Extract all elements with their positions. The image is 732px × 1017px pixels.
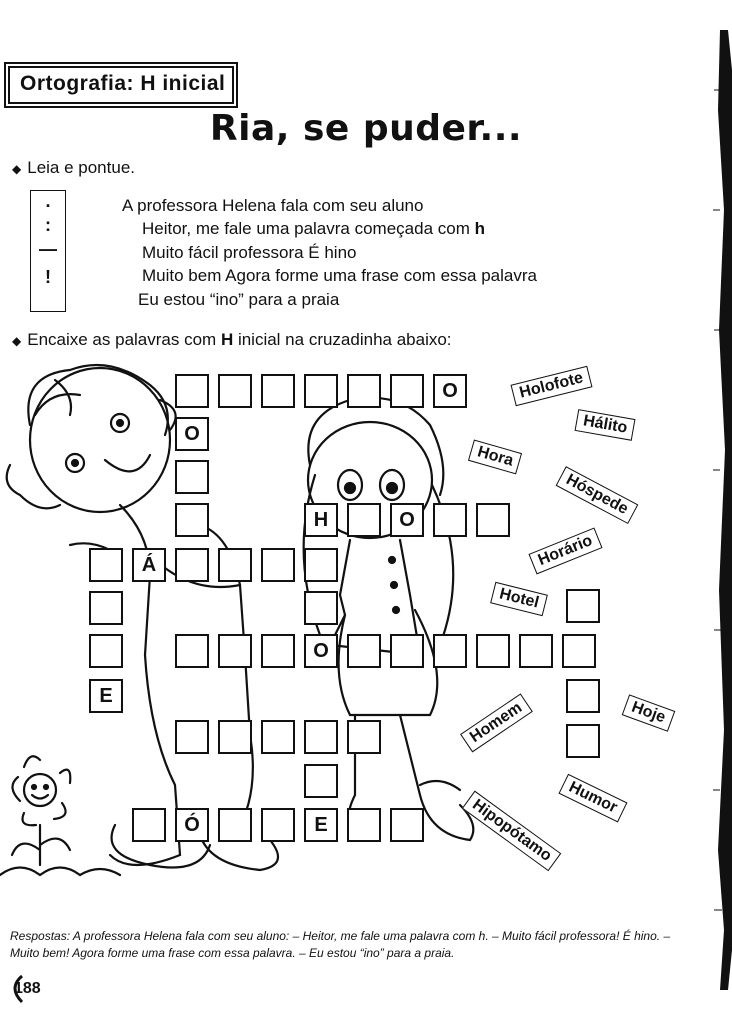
punct-dash: — <box>39 239 57 259</box>
word-humor: Humor <box>558 774 627 823</box>
story-line-2-text: Heitor, me fale uma palavra começada com <box>142 219 475 238</box>
crossword-cell[interactable] <box>566 724 600 758</box>
punct-exclamation: ! <box>45 267 51 287</box>
crossword-cell-prefilled[interactable]: Á <box>132 548 166 582</box>
crossword-cell[interactable] <box>218 634 252 668</box>
crossword-cell-prefilled[interactable]: H <box>304 503 338 537</box>
scan-edge-decoration <box>710 30 732 990</box>
crossword-cell[interactable] <box>433 634 467 668</box>
word-hora: Hora <box>468 439 523 474</box>
punct-period: . <box>45 191 51 211</box>
crossword-cell[interactable] <box>566 589 600 623</box>
crossword-cell-prefilled[interactable]: Ó <box>175 808 209 842</box>
word-hoje: Hoje <box>622 694 675 731</box>
instruction-read <box>12 158 135 178</box>
bullet-icon: ◆ <box>12 161 22 176</box>
instruction-crossword-post: inicial na cruzadinha abaixo: <box>233 330 452 349</box>
crossword-cell[interactable] <box>562 634 596 668</box>
crossword-cell[interactable] <box>175 634 209 668</box>
crossword-cell-prefilled[interactable]: O <box>304 634 338 668</box>
instruction-crossword-pre: Encaixe as palavras com <box>27 330 221 349</box>
crossword-cell[interactable] <box>175 374 209 408</box>
topic-box <box>8 66 234 104</box>
crossword-cell[interactable] <box>261 548 295 582</box>
flower-icon <box>24 774 56 806</box>
crossword-cell[interactable] <box>261 374 295 408</box>
crossword-cell[interactable] <box>347 503 381 537</box>
instruction-crossword-bold: H <box>220 330 234 349</box>
word-homem: Homem <box>460 694 533 753</box>
word-hotel: Hotel <box>490 582 548 616</box>
word-hipopotamo: Hipopótamo <box>462 791 562 872</box>
crossword-cell[interactable] <box>519 634 553 668</box>
crossword-cell[interactable] <box>304 374 338 408</box>
crossword-cell[interactable] <box>433 503 467 537</box>
crossword-cell[interactable] <box>304 591 338 625</box>
word-halito: Hálito <box>575 409 636 441</box>
page-number-arc-icon <box>8 972 52 1006</box>
crossword-cell[interactable] <box>218 720 252 754</box>
crossword-cell[interactable] <box>218 374 252 408</box>
crossword-cell[interactable] <box>261 808 295 842</box>
word-horario: Horário <box>528 528 602 575</box>
crossword-cell[interactable] <box>347 634 381 668</box>
crossword-cell[interactable] <box>132 808 166 842</box>
crossword-cell[interactable] <box>476 503 510 537</box>
crossword-cell[interactable] <box>175 548 209 582</box>
crossword-cell-prefilled[interactable]: E <box>304 808 338 842</box>
crossword-cell[interactable] <box>347 808 381 842</box>
crossword-cell[interactable] <box>89 634 123 668</box>
crossword-cell[interactable] <box>304 548 338 582</box>
crossword-cell[interactable] <box>390 634 424 668</box>
crossword-cell[interactable] <box>347 374 381 408</box>
crossword-cell[interactable] <box>390 808 424 842</box>
crossword-cell-prefilled[interactable]: O <box>175 417 209 451</box>
crossword-cell[interactable] <box>218 808 252 842</box>
story-line-5: Eu estou “ino” para a praia <box>138 290 340 309</box>
crossword-cell[interactable] <box>175 460 209 494</box>
punct-colon: : <box>45 215 51 235</box>
story-line-1: A professora Helena fala com seu aluno <box>122 196 424 215</box>
crossword-cell[interactable] <box>304 764 338 798</box>
punctuation-box <box>30 190 66 312</box>
crossword-cell-prefilled[interactable]: O <box>390 503 424 537</box>
crossword-cell[interactable] <box>347 720 381 754</box>
page-number <box>14 980 41 998</box>
page-title: Ria, se puder... <box>209 108 523 149</box>
story-line-2-bold-h: h <box>474 219 485 238</box>
crossword-cell-prefilled[interactable]: E <box>89 679 123 713</box>
topic-label: Ortografia: H inicial <box>20 72 226 95</box>
crossword-cell[interactable] <box>261 720 295 754</box>
story-line-3: Muito fácil professora É hino <box>142 243 357 262</box>
crossword-cell[interactable] <box>261 634 295 668</box>
boy-head-icon <box>30 368 170 512</box>
bullet-icon: ◆ <box>12 333 22 348</box>
crossword-cell-prefilled[interactable]: O <box>433 374 467 408</box>
crossword-cell[interactable] <box>304 720 338 754</box>
crossword-cell[interactable] <box>175 720 209 754</box>
word-holofote: Holofote <box>511 366 593 406</box>
story-line-2 <box>142 219 485 239</box>
crossword-cell[interactable] <box>89 548 123 582</box>
word-hospede: Hóspede <box>556 466 638 524</box>
crossword-cell[interactable] <box>175 503 209 537</box>
crossword-cell[interactable] <box>89 591 123 625</box>
crossword-cell[interactable] <box>218 548 252 582</box>
story-line-4: Muito bem Agora forme uma frase com essa palavra <box>142 266 537 285</box>
crossword-cell[interactable] <box>566 679 600 713</box>
page-number-text: 188 <box>14 980 41 997</box>
answers-footnote: Respostas: A professora Helena fala com seu aluno: – Heitor, me fale uma palavra com h. – Muito fácil professora! É hino. – Muito bem! Agora forme uma frase com essa palavra. – Eu estou “ino” para a praia. <box>10 929 671 960</box>
instruction-read-text: Leia e pontue. <box>27 158 135 177</box>
crossword-cell[interactable] <box>476 634 510 668</box>
crossword-cell[interactable] <box>390 374 424 408</box>
instruction-crossword <box>12 330 452 350</box>
